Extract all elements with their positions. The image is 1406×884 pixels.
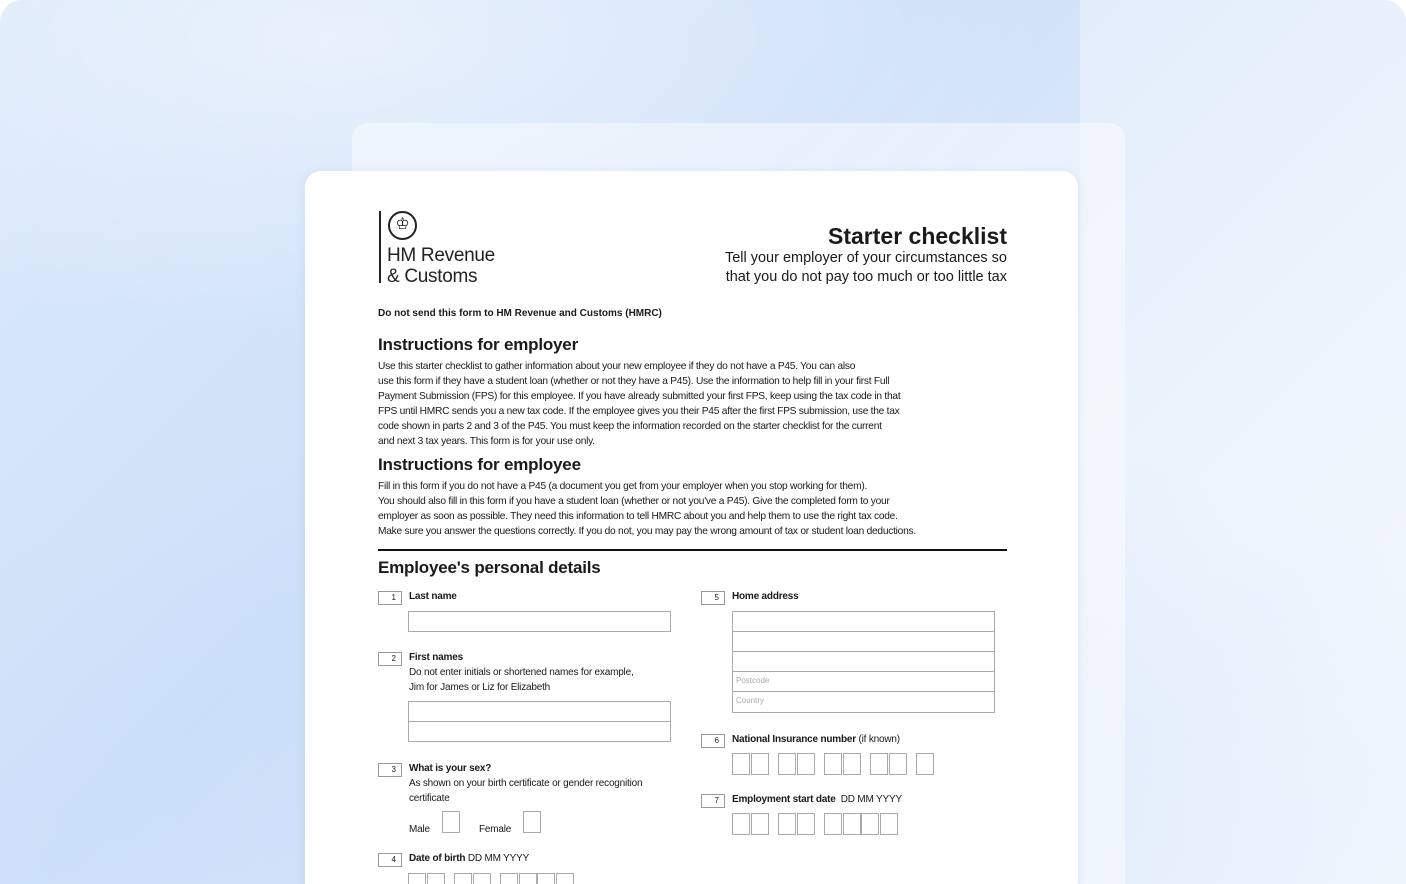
digit-box[interactable] xyxy=(732,753,750,775)
section-heading: Employee's personal details xyxy=(378,558,601,577)
subtitle: Tell your employer of your circumstances so xyxy=(724,250,1007,266)
label-text: Date of birth xyxy=(409,853,466,864)
document-page xyxy=(305,171,1078,884)
page-title: Starter checklist xyxy=(828,223,1007,249)
first-names-input-2[interactable] xyxy=(408,721,671,742)
address-line-3[interactable] xyxy=(732,651,995,672)
text-line: As shown on your birth certificate or gender recognition xyxy=(409,778,643,789)
digit-box[interactable] xyxy=(519,873,537,884)
notice: Do not send this form to HM Revenue and Customs (HMRC) xyxy=(378,308,662,319)
text-line: code shown in parts 2 and 3 of the P45. You must keep the information recorded on the starter checklist for the current xyxy=(378,421,882,432)
label-text: National Insurance number xyxy=(732,734,856,745)
male-checkbox[interactable] xyxy=(442,811,460,833)
home-address-label: Home address xyxy=(732,591,799,602)
text-line: Use this starter checklist to gather information about your new employee if they do not have a P45. You can also xyxy=(378,361,856,372)
digit-box[interactable] xyxy=(473,873,491,884)
address-line-1[interactable] xyxy=(732,611,995,632)
country-input[interactable]: Country xyxy=(732,691,995,713)
digit-box[interactable] xyxy=(454,873,472,884)
male-label: Male xyxy=(409,824,430,835)
digit-box[interactable] xyxy=(861,813,879,835)
digit-box[interactable] xyxy=(751,813,769,835)
digit-box[interactable] xyxy=(889,753,907,775)
digit-box[interactable] xyxy=(778,753,796,775)
digit-box[interactable] xyxy=(408,873,426,884)
digit-box[interactable] xyxy=(843,813,861,835)
date-format: DD MM YYYY xyxy=(840,794,902,805)
question-number: 5 xyxy=(701,591,725,605)
logo-line: & Customs xyxy=(387,266,478,287)
text-line: You should also fill in this form if you have a student loan (whether or not you've a P45). Give the completed form to your xyxy=(378,496,890,507)
text-line: Do not enter initials or shortened names for example, xyxy=(409,667,634,678)
digit-box[interactable] xyxy=(500,873,518,884)
text-line: certificate xyxy=(409,793,450,804)
digit-box[interactable] xyxy=(797,813,815,835)
dob-label xyxy=(409,853,529,864)
crown-icon: ♔ xyxy=(388,211,417,240)
text-line: Payment Submission (FPS) for this employee. If you have already submitted your first FPS, keep using the tax code in that xyxy=(378,391,901,402)
first-names-note xyxy=(409,665,634,695)
digit-box[interactable] xyxy=(824,813,842,835)
digit-box[interactable] xyxy=(556,873,574,884)
label-text: Employment start date xyxy=(732,794,836,805)
question-number: 4 xyxy=(378,853,402,867)
digit-box[interactable] xyxy=(751,753,769,775)
question-number: 2 xyxy=(378,652,402,666)
text-line: Make sure you answer the questions correctly. If you do not, you may pay the wrong amount of tax or student loan deductions. xyxy=(378,526,916,537)
digit-box[interactable] xyxy=(427,873,445,884)
logo-line: HM Revenue xyxy=(387,245,495,266)
employer-heading: Instructions for employer xyxy=(378,335,578,354)
address-line-2[interactable] xyxy=(732,631,995,652)
hint: (if known) xyxy=(858,734,900,745)
logo-bar xyxy=(379,211,381,283)
question-number: 1 xyxy=(378,591,402,605)
text-line: FPS until HMRC sends you a new tax code. If the employee gives you their P45 after the first FPS submission, use the tax xyxy=(378,406,900,417)
digit-box[interactable] xyxy=(732,813,750,835)
question-number: 6 xyxy=(701,734,725,748)
sex-label: What is your sex? xyxy=(409,763,492,774)
postcode-input[interactable]: Postcode xyxy=(732,671,995,692)
employee-instructions xyxy=(378,479,916,539)
last-name-input[interactable] xyxy=(408,611,671,632)
first-names-label: First names xyxy=(409,652,463,663)
digit-box[interactable] xyxy=(870,753,888,775)
ni-number-label xyxy=(732,734,900,745)
digit-box[interactable] xyxy=(537,873,555,884)
first-names-input-1[interactable] xyxy=(408,701,671,722)
digit-box[interactable] xyxy=(824,753,842,775)
question-number: 3 xyxy=(378,763,402,777)
sex-note xyxy=(409,776,642,806)
employee-heading: Instructions for employee xyxy=(378,455,581,474)
text-line: use this form if they have a student loan (whether or not they have a P45). Use the information to help fill in your first Full xyxy=(378,376,890,387)
employer-instructions xyxy=(378,359,900,449)
start-date-label xyxy=(732,794,902,805)
female-label: Female xyxy=(479,824,512,835)
subtitle: that you do not pay too much or too little tax xyxy=(725,269,1007,285)
digit-box[interactable] xyxy=(778,813,796,835)
logo-text xyxy=(387,245,495,287)
date-format: DD MM YYYY xyxy=(467,853,530,864)
text-line: Fill in this form if you do not have a P45 (a document you get from your employer when you stop working for them). xyxy=(378,481,868,492)
text-line: employer as soon as possible. They need this information to tell HMRC about you and help them to use the right tax code. xyxy=(378,511,898,522)
digit-box[interactable] xyxy=(797,753,815,775)
digit-box[interactable] xyxy=(916,753,934,775)
question-number: 7 xyxy=(701,794,725,808)
text-line: Jim for James or Liz for Elizabeth xyxy=(409,682,551,693)
digit-box[interactable] xyxy=(880,813,898,835)
digit-box[interactable] xyxy=(843,753,861,775)
text-line: and next 3 tax years. This form is for your use only. xyxy=(378,436,595,447)
divider xyxy=(378,549,1007,551)
female-checkbox[interactable] xyxy=(523,811,541,833)
last-name-label: Last name xyxy=(409,591,457,602)
